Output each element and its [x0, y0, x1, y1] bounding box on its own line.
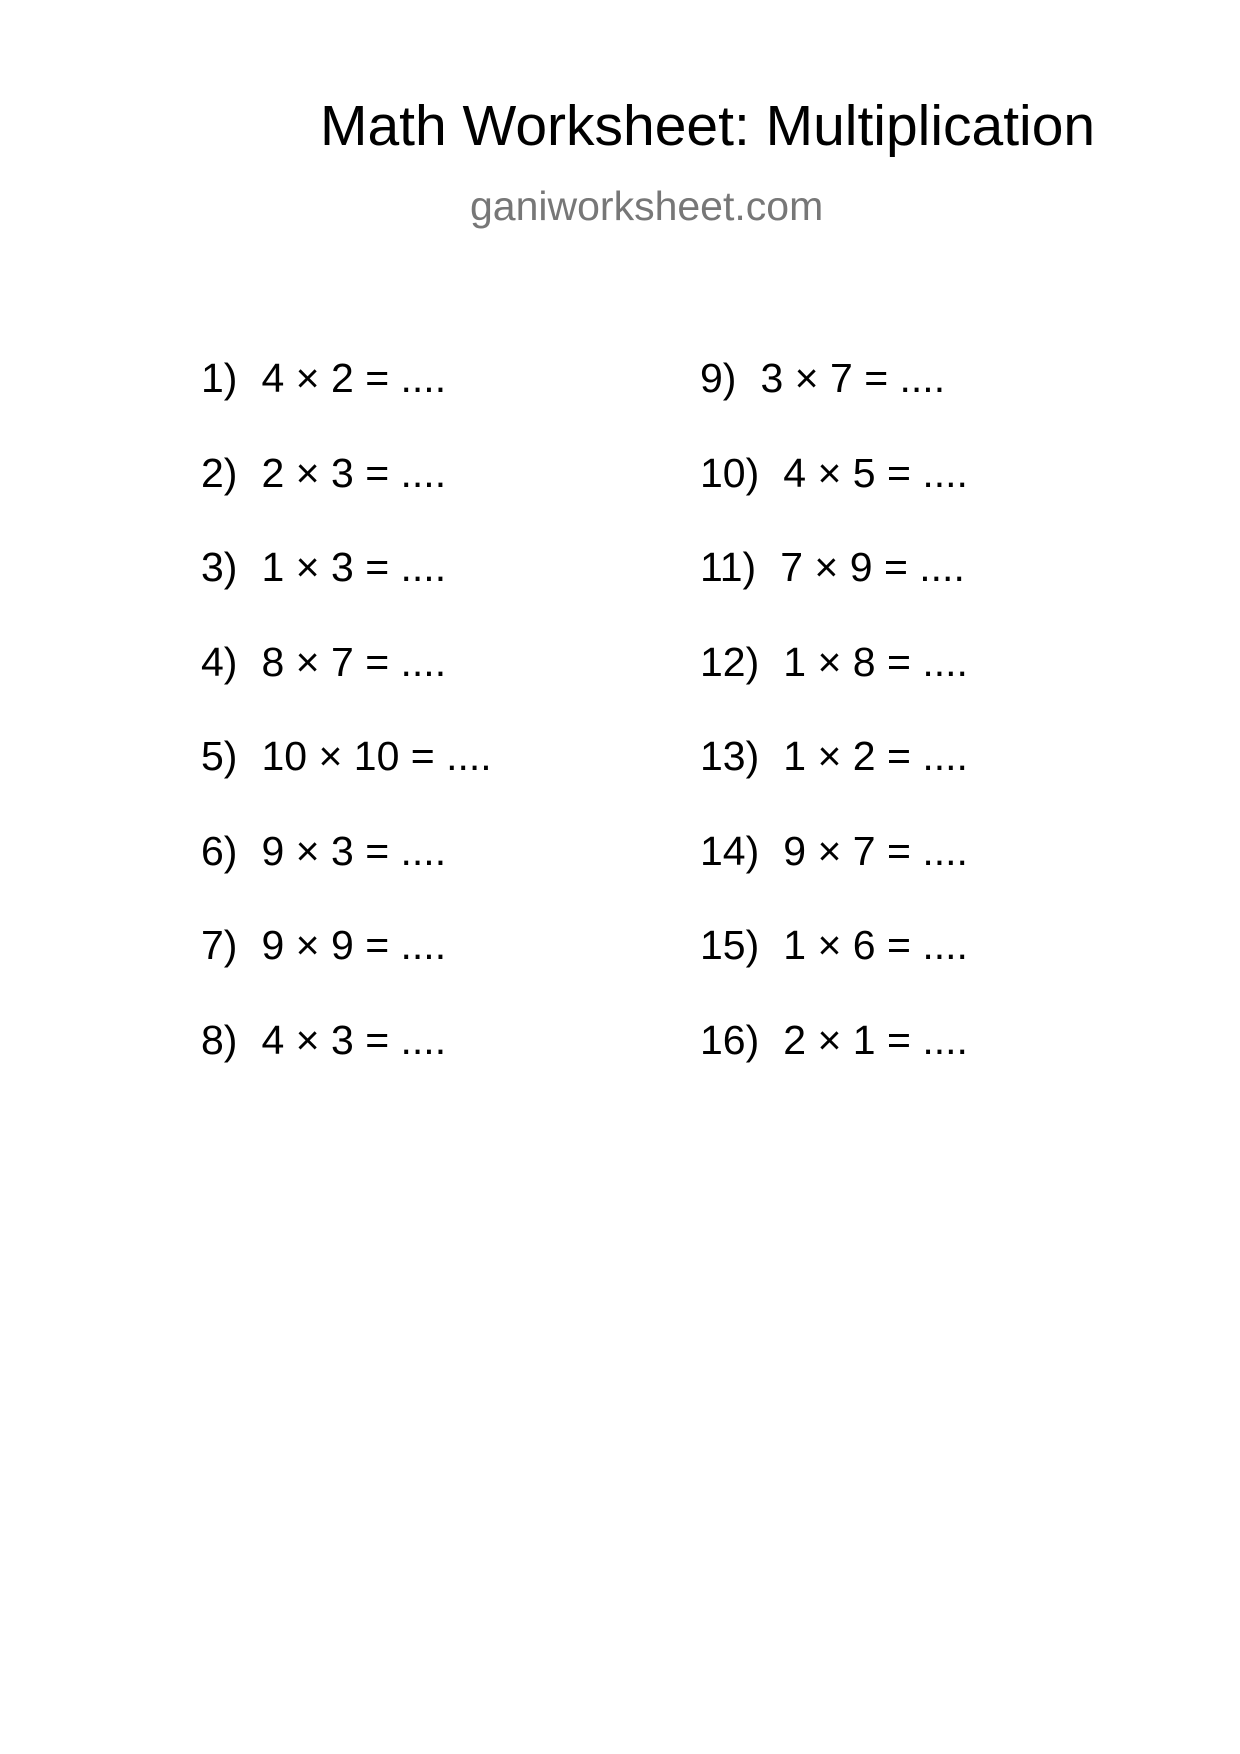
problem-item — [201, 1017, 492, 1112]
problem-expression: 9 × 3 = .... — [261, 827, 447, 874]
problem-number: 13) — [700, 733, 760, 779]
problems-column-left — [201, 355, 492, 1111]
problem-number: 14) — [700, 827, 760, 874]
problem-item — [700, 639, 968, 734]
problem-item — [700, 922, 968, 1017]
problem-number: 4) — [201, 638, 238, 685]
problem-number: 10) — [700, 449, 760, 496]
problem-item — [700, 450, 968, 545]
page-title: Math Worksheet: Multiplication — [320, 94, 1096, 158]
problem-expression: 7 × 9 = .... — [780, 544, 965, 590]
problem-number: 16) — [700, 1016, 760, 1063]
problem-item — [201, 639, 492, 734]
problem-expression: 2 × 3 = .... — [261, 449, 447, 496]
problem-number: 15) — [700, 922, 760, 968]
problem-expression: 1 × 8 = .... — [783, 638, 968, 685]
problem-item — [201, 828, 492, 923]
problem-expression: 2 × 1 = .... — [783, 1016, 968, 1063]
problem-number: 5) — [201, 733, 238, 779]
problem-item — [201, 544, 492, 639]
problem-expression: 4 × 2 = .... — [261, 355, 447, 401]
problem-expression: 3 × 7 = .... — [760, 355, 946, 401]
problem-expression: 10 × 10 = .... — [261, 733, 492, 779]
problem-item — [700, 828, 968, 923]
problem-expression: 9 × 9 = .... — [261, 922, 447, 968]
problem-expression: 1 × 6 = .... — [783, 922, 968, 968]
problem-item — [201, 733, 492, 828]
problem-expression: 8 × 7 = .... — [261, 638, 447, 685]
site-name: ganiworksheet.com — [470, 183, 824, 229]
problem-expression: 9 × 7 = .... — [783, 827, 968, 874]
problem-expression: 1 × 2 = .... — [783, 733, 968, 779]
problem-number: 1) — [201, 355, 238, 401]
problem-item — [700, 1017, 968, 1112]
problem-number: 12) — [700, 638, 760, 685]
problem-expression: 1 × 3 = .... — [261, 544, 447, 590]
problem-expression: 4 × 3 = .... — [261, 1016, 447, 1063]
problem-expression: 4 × 5 = .... — [783, 449, 968, 496]
problem-item — [201, 450, 492, 545]
problem-number: 3) — [201, 544, 238, 590]
problem-number: 9) — [700, 355, 737, 401]
problem-number: 7) — [201, 922, 238, 968]
problem-number: 11) — [700, 544, 757, 590]
problem-item — [700, 355, 968, 450]
problem-item — [201, 922, 492, 1017]
problem-number: 2) — [201, 449, 238, 496]
problem-item — [700, 733, 968, 828]
problems-column-right — [700, 355, 968, 1111]
problem-number: 6) — [201, 827, 238, 874]
problem-item — [700, 544, 968, 639]
problem-item — [201, 355, 492, 450]
problem-number: 8) — [201, 1016, 238, 1063]
